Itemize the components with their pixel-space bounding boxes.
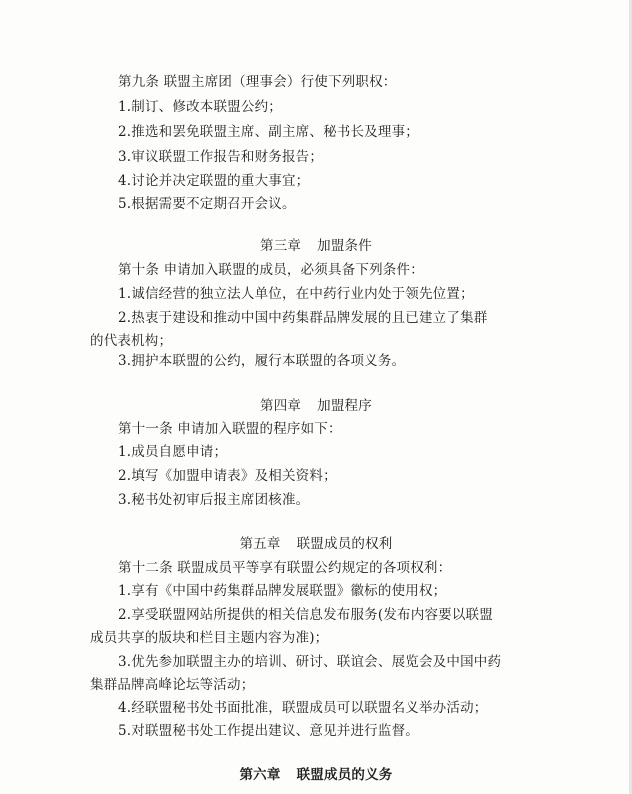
- article-12-item-3-cont: 集群品牌高峰论坛等活动；: [90, 677, 255, 693]
- chapter-4-number: 第四章: [260, 398, 302, 414]
- chapter-4-title: 加盟程序: [317, 398, 372, 414]
- article-12-item-1: 1.享有《中国中药集群品牌发展联盟》徽标的使用权；: [118, 583, 447, 599]
- chapter-3-heading: [0, 237, 632, 255]
- article-10-item-3: 3.拥护本联盟的公约，履行本联盟的各项义务。: [118, 353, 406, 369]
- article-12-item-2-cont: 成员共享的版块和栏目主题内容为准)；: [90, 630, 329, 646]
- article-12-title: 第十二条 联盟成员平等享有联盟公约规定的各项权利：: [118, 560, 452, 576]
- article-9-item-3: 3.审议联盟工作报告和财务报告；: [118, 149, 324, 165]
- article-12-item-2: 2.享受联盟网站所提供的相关信息发布服务(发布内容要以联盟: [118, 607, 493, 623]
- chapter-3-title: 加盟条件: [317, 238, 372, 254]
- chapter-5-heading: [0, 535, 632, 553]
- article-9-item-1: 1.制订、修改本联盟公约；: [118, 99, 282, 115]
- article-12-item-3: 3.优先参加联盟主办的培训、研讨、联谊会、展览会及中国中药: [118, 654, 502, 670]
- article-11-title: 第十一条 申请加入联盟的程序如下：: [118, 421, 342, 437]
- article-9-item-2: 2.推选和罢免联盟主席、副主席、秘书长及理事；: [118, 124, 419, 140]
- article-10-item-1: 1.诚信经营的独立法人单位，在中药行业内处于领先位置；: [118, 286, 474, 302]
- article-12-item-4: 4.经联盟秘书处书面批准，联盟成员可以联盟名义举办活动；: [118, 700, 488, 716]
- article-10-item-2-cont: 的代表机构；: [90, 333, 173, 349]
- chapter-6-number: 第六章: [239, 767, 281, 783]
- article-12-item-5: 5.对联盟秘书处工作提出建议、意见并进行监督。: [118, 723, 419, 739]
- article-9-item-4: 4.讨论并决定联盟的重大事宜；: [118, 173, 310, 189]
- chapter-5-title: 联盟成员的权利: [296, 536, 393, 552]
- chapter-5-number: 第五章: [239, 536, 281, 552]
- article-9-item-5: 5.根据需要不定期召开会议。: [118, 196, 296, 212]
- chapter-6-title: 联盟成员的义务: [296, 767, 393, 783]
- chapter-3-number: 第三章: [260, 238, 302, 254]
- article-11-item-1: 1.成员自愿申请；: [118, 444, 228, 460]
- chapter-6-heading: [0, 766, 632, 784]
- article-10-title: 第十条 申请加入联盟的成员，必须具备下列条件：: [118, 262, 424, 278]
- article-9-title: 第九条 联盟主席团（理事会）行使下列职权：: [118, 74, 397, 90]
- article-11-item-2: 2.填写《加盟申请表》及相关资料；: [118, 468, 337, 484]
- article-10-item-2: 2.热衷于建设和推动中国中药集群品牌发展的且已建立了集群: [118, 310, 488, 326]
- chapter-4-heading: [0, 397, 632, 415]
- article-11-item-3: 3.秘书处初审后报主席团核准。: [118, 492, 310, 508]
